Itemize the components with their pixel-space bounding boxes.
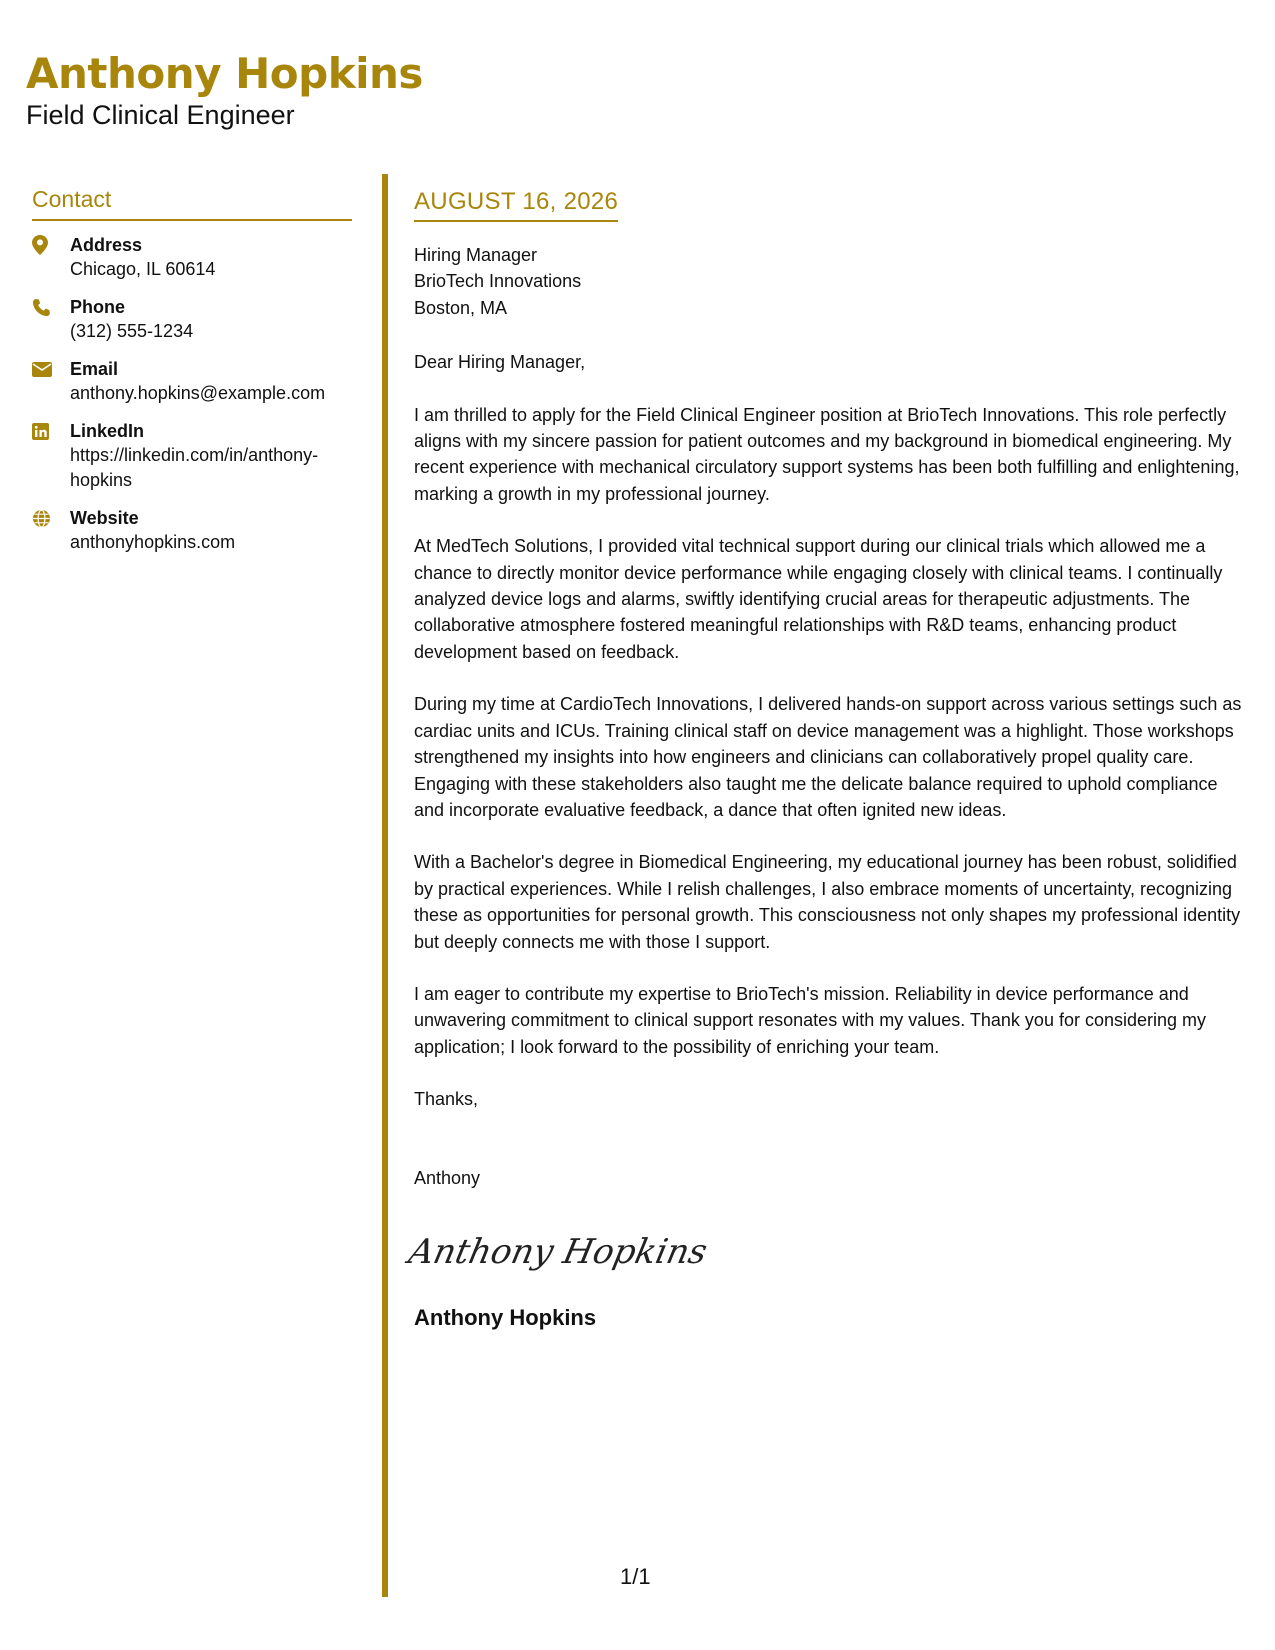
signature-text: Anthony Hopkins [405,1232,711,1272]
contact-label: Phone [70,297,126,317]
contact-label: Address [70,235,143,255]
contact-label: Email [70,359,119,379]
printed-name: Anthony Hopkins [414,1304,597,1330]
contact-value: Chicago, IL 60614 [70,259,216,279]
contact-item-website [32,506,352,555]
contact-item-linkedin [32,419,352,493]
page-number: 1/1 [620,1564,651,1589]
letter-paragraph: At MedTech Solutions, I provided vital technical support during our clinical trials which allowed me a chance to directly monitor device performance while engaging closely with clinical teams. I continually analyzed device logs and alarms, swiftly identifying crucial areas for therapeutic adjustments. The collaborative atmosphere fostered meaningful relationships with R&D teams, enhancing product development based on feedback. [414,536,1223,662]
letter-date: AUGUST 16, 2026 [414,188,618,222]
letter-paragraph: I am eager to contribute my expertise to BrioTech's mission. Reliability in device performance and unwavering commitment to clinical support resonates with my values. Thank you for considering my application; I look forward to the possibility of enriching your team. [414,983,1207,1057]
contact-value: anthonyhopkins.com [70,532,236,552]
handwritten-signature [405,1221,1250,1281]
contact-sidebar [32,186,352,555]
recipient-line: Boston, MA [414,297,508,318]
letter-paragraph: With a Bachelor's degree in Biomedical Engineering, my educational journey has been robust, solidified by practical experiences. While I relish challenges, I also embrace moments of uncertainty, recognizing these as opportunities for personal growth. This consciousness not only shapes my professional identity but deeply connects me with those I support. [414,852,1241,952]
recipient-block [414,242,1250,321]
closing-line: Thanks, [414,1089,479,1110]
salutation: Dear Hiring Manager, [414,352,586,373]
contact-list [32,233,352,555]
letter-paragraph: During my time at CardioTech Innovations, I delivered hands-on support across various settings such as cardiac units and ICUs. Training clinical staff on device management was a highlight. Those workshops strengthened my insights into how engineers and clinicians can collaboratively propel quality care. Engaging with these stakeholders also taught me the delicate balance required to uphold compliance and incorporate evaluative feedback, a dance that often ignited new ideas. [414,694,1242,820]
contact-label: Website [70,508,139,528]
signer-first-name: Anthony [414,1167,481,1188]
contact-item-phone [32,295,352,344]
contact-item-address [32,233,352,282]
contact-heading: Contact [32,186,352,221]
contact-label: LinkedIn [70,421,145,441]
linkedin-icon [32,419,70,443]
recipient-line: BrioTech Innovations [414,271,582,292]
map-pin-icon [32,233,70,257]
job-title: Field Clinical Engineer [26,100,295,130]
contact-item-email [32,357,352,406]
globe-icon [32,506,70,530]
recipient-line: Hiring Manager [414,245,538,265]
phone-icon [32,295,70,319]
envelope-icon [32,357,70,381]
letter-paragraph: I am thrilled to apply for the Field Clinical Engineer position at BrioTech Innovations. This role perfectly aligns with my sincere passion for patient outcomes and my background in biomedical engineering. My recent experience with mechanical circulatory support systems has been both fulfilling and enlightening, marking a growth in my professional journey. [414,404,1240,504]
resume-header [26,50,423,132]
letter-body [405,188,1250,1331]
contact-value: anthony.hopkins@example.com [70,383,326,403]
contact-value: https://linkedin.com/in/anthony-hopkins [70,445,319,490]
contact-value: (312) 555-1234 [70,321,194,341]
column-divider [382,174,388,1597]
applicant-name: Anthony Hopkins [26,49,423,98]
